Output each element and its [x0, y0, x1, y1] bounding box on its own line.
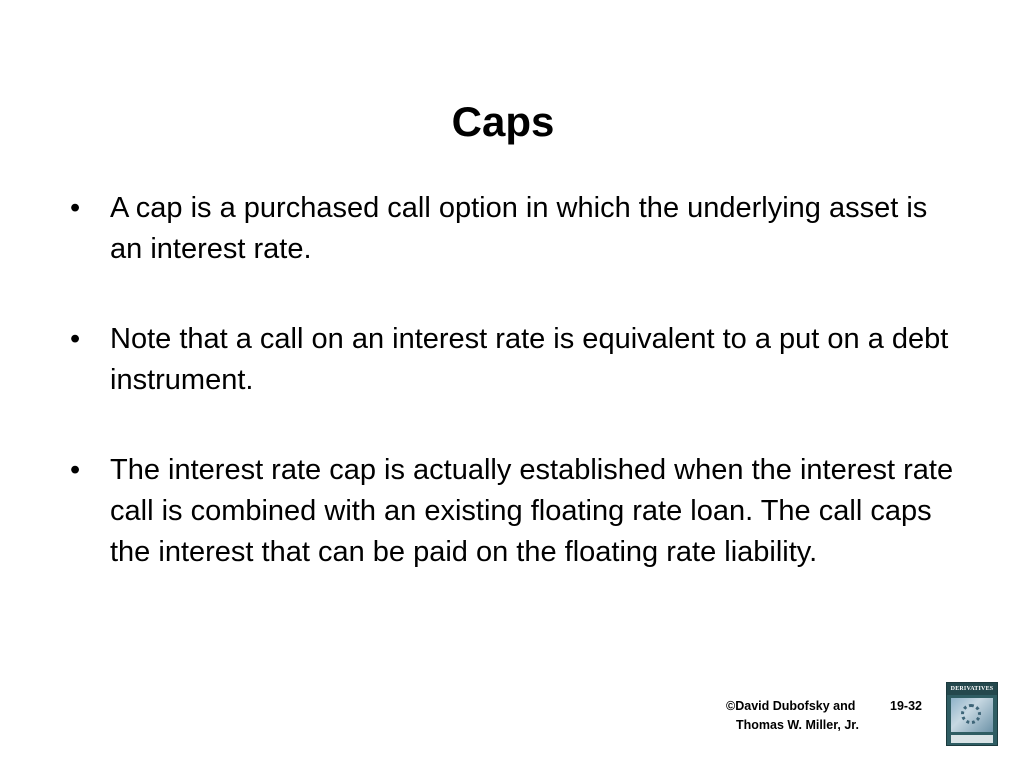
- page-number: 19-32: [890, 699, 922, 713]
- book-cover-title: DERIVATIVES: [947, 683, 997, 695]
- bullet-text: Note that a call on an interest rate is equivalent to a put on a debt instrument.: [110, 323, 949, 396]
- slide-title: Caps: [451, 98, 555, 145]
- footer-credit-line2: Thomas W. Miller, Jr.: [736, 718, 859, 732]
- bullet-item: [70, 319, 960, 401]
- bullet-list: [70, 188, 960, 573]
- book-cover-strip: [951, 735, 993, 743]
- bullet-text: The interest rate cap is actually established when the interest rate call is combined with an existing floating rate loan. The call caps the interest that can be paid on the floating rate liability.: [110, 454, 954, 568]
- book-cover-image: [946, 682, 998, 746]
- gear-icon: [961, 704, 981, 724]
- bullet-item: [70, 188, 960, 270]
- bullet-marker: •: [70, 454, 81, 486]
- footer-credit: [726, 697, 859, 735]
- bullet-item: [70, 450, 960, 573]
- footer-credit-line1: ©David Dubofsky and: [726, 699, 856, 713]
- bullet-marker: •: [70, 323, 81, 355]
- bullet-text: A cap is a purchased call option in which the underlying asset is an interest rate.: [110, 192, 928, 265]
- bullet-marker: •: [70, 192, 81, 224]
